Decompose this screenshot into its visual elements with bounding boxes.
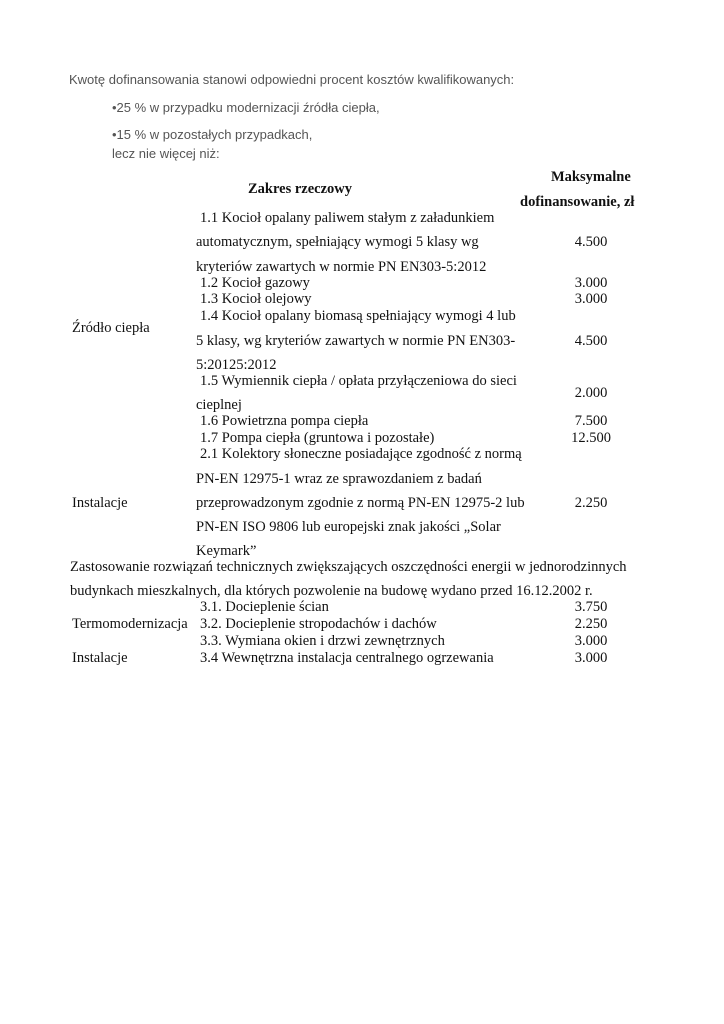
row-1-4-value: 4.500: [574, 333, 608, 349]
row-1-5-line1: 1.5 Wymiennik ciepła / opłata przyłączeniowa do sieci: [200, 373, 517, 389]
row-2-1-line4: PN-EN ISO 9806 lub europejski znak jakości „Solar: [196, 519, 501, 535]
row-1-2-value: 3.000: [574, 275, 608, 291]
row-3-4-line1: 3.4 Wewnętrzna instalacja centralnego ogrzewania: [200, 650, 494, 666]
row-1-7-line1: 1.7 Pompa ciepła (gruntowa i pozostałe): [200, 430, 435, 446]
row-1-3-value: 3.000: [574, 291, 608, 307]
row-1-6-line1: 1.6 Powietrzna pompa ciepła: [200, 413, 369, 429]
row-1-7-value: 12.500: [571, 430, 611, 446]
row-1-6-value: 7.500: [574, 413, 608, 429]
row-1-3-line1: 1.3 Kocioł olejowy: [200, 291, 312, 307]
row-2-1-line1: 2.1 Kolektory słoneczne posiadające zgodność z normą: [200, 446, 522, 462]
row-1-1-line3: kryteriów zawartych w normie PN EN303-5:2012: [196, 259, 487, 275]
row-1-1-line1: 1.1 Kocioł opalany paliwem stałym z załadunkiem: [200, 210, 495, 226]
row-2-1-line3: przeprowadzonym zgodnie z normą PN-EN 12975-2 lub: [196, 495, 525, 511]
row-2-1-value: 2.250: [574, 495, 608, 511]
group-thermo-label: Termomodernizacja: [72, 616, 188, 632]
row-3-1-value: 3.750: [574, 599, 608, 615]
row-1-4-line1: 1.4 Kocioł opalany biomasą spełniający wymogi 4 lub: [200, 308, 516, 324]
row-3-1-line1: 3.1. Docieplenie ścian: [200, 599, 329, 615]
header-max-line2: dofinansowanie, zł: [520, 194, 635, 210]
row-3-2-line1: 3.2. Docieplenie stropodachów i dachów: [200, 616, 437, 632]
header-max-line1: Maksymalne: [551, 169, 631, 185]
intro-bullet-25: •25 % w przypadku modernizacji źródła ciepła,: [112, 100, 380, 115]
row-1-5-value: 2.000: [574, 385, 608, 401]
row-1-4-line3: 5:20125:2012: [196, 357, 277, 373]
row-3-3-value: 3.000: [574, 633, 608, 649]
row-3-3-line1: 3.3. Wymiana okien i drzwi zewnętrznych: [200, 633, 445, 649]
row-2-1-line5: Keymark”: [196, 543, 257, 559]
row-3-4-value: 3.000: [574, 650, 608, 666]
group-heat-source-label: Źródło ciepła: [72, 320, 150, 336]
row-1-1-line2: automatycznym, spełniający wymogi 5 klasy wg: [196, 234, 479, 250]
group-installations-label: Instalacje: [72, 495, 128, 511]
row-1-5-line2: cieplnej: [196, 397, 242, 413]
row-3-2-value: 2.250: [574, 616, 608, 632]
row-1-2-line1: 1.2 Kocioł gazowy: [200, 275, 310, 291]
intro-bullet-15: •15 % w pozostałych przypadkach,: [112, 127, 313, 142]
row-1-1-value: 4.500: [574, 234, 608, 250]
row-1-4-line2: 5 klasy, wg kryteriów zawartych w normie PN EN303-: [196, 333, 516, 349]
section2-line1: Zastosowanie rozwiązań technicznych zwiększających oszczędności energii w jednorodzinnych: [70, 559, 627, 575]
group-installations2-label: Instalacje: [72, 650, 128, 666]
intro-heading: Kwotę dofinansowania stanowi odpowiedni procent kosztów kwalifikowanych:: [69, 72, 515, 87]
row-2-1-line2: PN-EN 12975-1 wraz ze sprawozdaniem z badań: [196, 471, 482, 487]
section2-line2: budynkach mieszkalnych, dla których pozwolenie na budowę wydano przed 16.12.2002 r.: [70, 583, 593, 599]
header-scope: Zakres rzeczowy: [248, 181, 353, 197]
intro-limit: lecz nie więcej niż:: [112, 146, 220, 161]
